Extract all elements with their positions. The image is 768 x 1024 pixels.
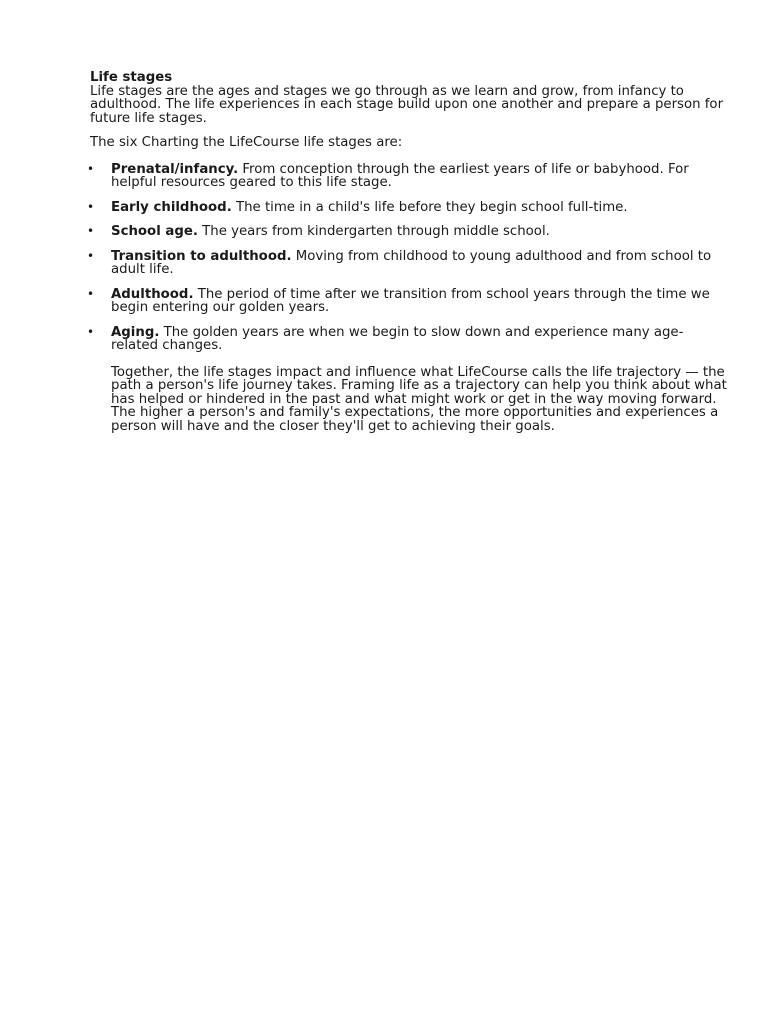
closing-paragraph: Together, the life stages impact and influence what LifeCourse calls the life trajectory — the path a person's life journey takes. Framing life as a trajectory can help you think about what has helped or hindered in the past and what might work or get in the way moving forward. The higher a person's and family's expectations, the more opportunities and experiences a person will have and the closer they'll get to achieving their goals. [111, 364, 727, 434]
document-title: Life stages [90, 70, 173, 85]
bullet-icon: • [87, 248, 95, 263]
stage-description: From conception through the earliest years of life or babyhood. For helpful resources geared to this life stage. [111, 161, 689, 190]
bullet-icon: • [87, 199, 95, 214]
bullet-icon: • [87, 286, 95, 301]
list-item [87, 161, 730, 190]
stage-term: Aging. [111, 324, 160, 340]
stage-term: Prenatal/infancy. [111, 161, 239, 177]
stage-term: Early childhood. [111, 199, 232, 215]
bullet-icon: • [87, 224, 95, 238]
stage-description: The period of time after we transition from school years through the time we begin entering our golden years. [111, 286, 710, 315]
stage-description: Moving from childhood to young adulthood and from school to adult life. [111, 248, 712, 277]
life-stages-list [87, 161, 730, 353]
document-page [87, 70, 730, 434]
bullet-icon: • [87, 324, 95, 339]
list-item [87, 324, 730, 353]
stage-term: Transition to adulthood. [111, 248, 292, 264]
intro-paragraph: Life stages are the ages and stages we go through as we learn and grow, from infancy to adulthood. The life experiences in each stage build upon one another and prepare a person for future life stages. [90, 83, 724, 126]
stage-term: Adulthood. [111, 286, 194, 302]
stage-description: The years from kindergarten through middle school. [197, 224, 550, 239]
stage-description: The golden years are when we begin to slow down and experience many age-related changes. [111, 324, 684, 353]
list-item [87, 248, 730, 277]
stages-lead-paragraph: The six Charting the LifeCourse life stages are: [90, 135, 403, 150]
list-item [87, 224, 730, 239]
list-item [87, 286, 730, 315]
list-item [87, 199, 730, 215]
bullet-icon: • [87, 161, 95, 176]
stage-description: The time in a child's life before they begin school full-time. [231, 199, 628, 215]
stage-term: School age. [111, 224, 198, 239]
